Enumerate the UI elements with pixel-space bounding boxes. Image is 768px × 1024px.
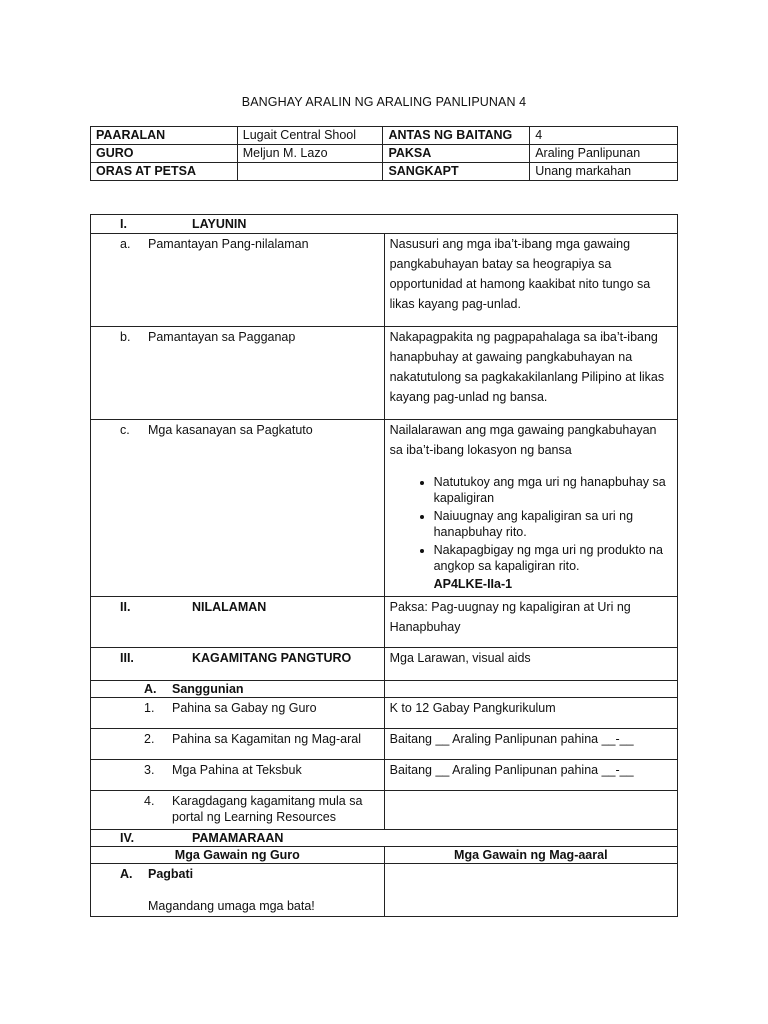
table-row [91,145,678,163]
sanggunian-value [384,681,677,698]
list-item: • Naiuugnay ang kapaligiran sa uri ng hanapbuhay rito. [434,508,672,540]
section-nilalaman: II. NILALAMAN [91,597,385,648]
list-item: • Nakapagbigay ng mga uri ng produkto na angkop sa kapaligiran rito. [434,542,672,574]
label-paaralan: PAARALAN [91,127,238,145]
list-item: • Natutukoy ang mga uri ng hanapbuhay sa kapaligiran [434,474,672,506]
label-sangkapt: SANGKAPT [383,163,530,181]
section-kagamitan: III. KAGAMITANG PANGTURO [91,648,385,681]
ref-3-label: 3. Mga Pahina at Teksbuk [91,760,385,791]
section-layunin: I. LAYUNIN [91,215,678,234]
ref-4-value [384,791,677,830]
ref-2-label: 2. Pahina sa Kagamitan ng Mag-aral [91,729,385,760]
lesson-plan-table [90,214,678,917]
value-oras-petsa [237,163,383,181]
value-paaralan: Lugait Central Shool [237,127,383,145]
nilalaman-value: Paksa: Pag-uugnay ng kapaligiran at Uri ng Hanapbuhay [384,597,677,648]
table-row [91,215,678,234]
document-title: BANGHAY ARALIN NG ARALING PANLIPUNAN 4 [241,95,527,109]
pagbati-response-cell [384,864,677,917]
label-antas: ANTAS NG BAITANG [383,127,530,145]
value-paksa: Araling Panlipunan [530,145,678,163]
value-guro: Meljun M. Lazo [237,145,383,163]
table-row [91,847,678,864]
greeting-text: Magandang umaga mga bata! [148,899,315,913]
table-row [91,327,678,420]
table-row [91,648,678,681]
label-guro: GURO [91,145,238,163]
table-row [91,597,678,648]
table-row [91,127,678,145]
row-label-a: a. Pamantayan Pang-nilalaman [91,234,385,327]
ref-3-value: Baitang __ Araling Panlipunan pahina __-__ [384,760,677,791]
header-info-table [90,126,678,181]
table-row [91,864,678,917]
pagbati-cell: A. Pagbati Magandang umaga mga bata! [91,864,385,917]
row-label-c: c. Mga kasanayan sa Pagkatuto [91,420,385,597]
row-value-b: Nakapagpakita ng pagpapahalaga sa iba’t-ibang hanapbuhay at gawaing pangkabuhayan na nakatutulong sa pagkakakilanlang Pilipino at likas kayang pag-unlad ng bansa. [384,327,677,420]
ref-4-label: 4. Karagdagang kagamitang mula sa portal ng Learning Resources [91,791,385,830]
competency-code: AP4LKE-IIa-1 [433,577,513,591]
ref-1-label: 1. Pahina sa Gabay ng Guro [91,698,385,729]
value-sangkapt: Unang markahan [530,163,678,181]
col-header-mag-aaral: Mga Gawain ng Mag-aaral [384,847,677,864]
kasanayan-bullets [390,474,672,574]
table-row [91,760,678,791]
table-row [91,830,678,847]
row-label-b: b. Pamantayan sa Pagganap [91,327,385,420]
sanggunian-label: A. Sanggunian [91,681,385,698]
row-value-c [384,420,677,597]
kagamitan-value: Mga Larawan, visual aids [384,648,677,681]
value-antas: 4 [530,127,678,145]
label-oras-petsa: ORAS AT PETSA [91,163,238,181]
table-row [91,729,678,760]
table-row [91,163,678,181]
col-header-guro: Mga Gawain ng Guro [91,847,385,864]
kasanayan-text: Nailalarawan ang mga gawaing pangkabuhayan sa iba’t-ibang lokasyon ng bansa [389,423,657,457]
ref-2-value: Baitang __ Araling Panlipunan pahina __-__ [384,729,677,760]
table-row [91,681,678,698]
table-row [91,234,678,327]
table-row [91,791,678,830]
ref-1-value: K to 12 Gabay Pangkurikulum [384,698,677,729]
table-row [91,698,678,729]
section-pamamaraan: IV. PAMAMARAAN [91,830,678,847]
row-value-a: Nasusuri ang mga iba’t-ibang mga gawaing pangkabuhayan batay sa heograpiya sa opportunidad at hamong kaakibat nito tungo sa likas kayang pag-unlad. [384,234,677,327]
table-row [91,420,678,597]
label-paksa: PAKSA [383,145,530,163]
